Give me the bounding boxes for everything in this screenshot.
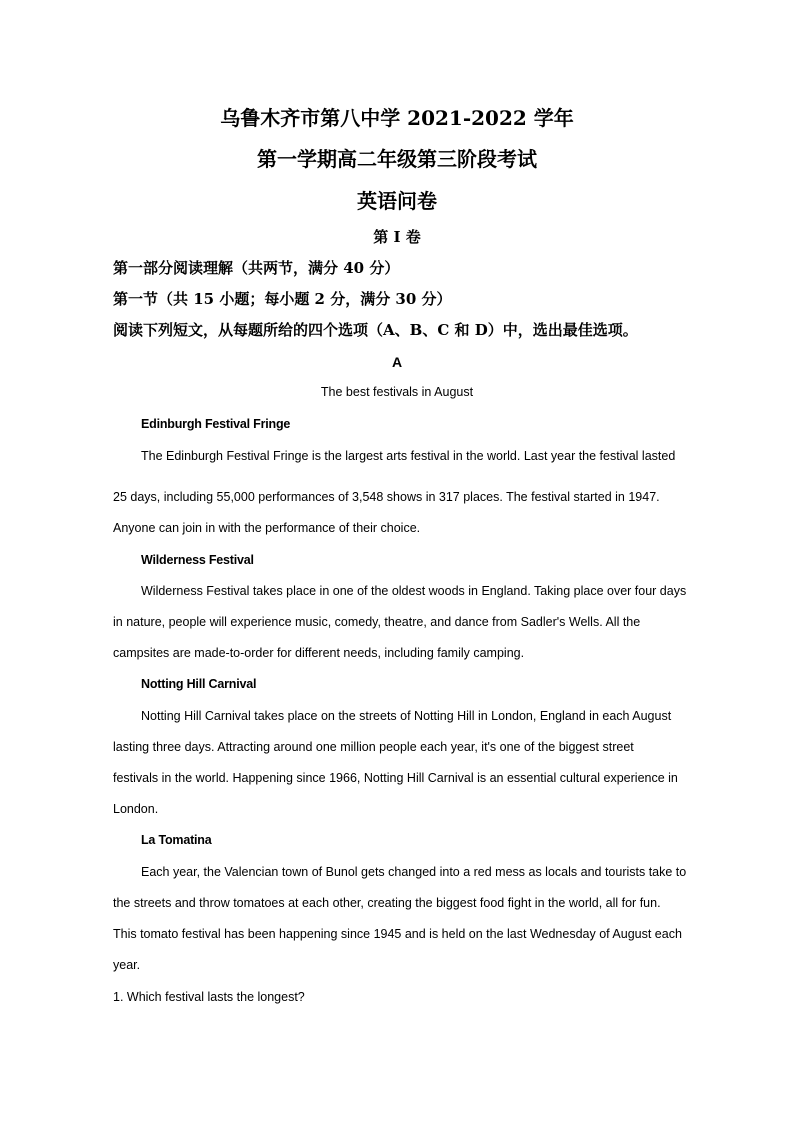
paragraph-line: Each year, the Valencian town of Bunol gets changed into a red mess as locals and tourists take to [141,865,687,879]
paragraph-line: festivals in the world. Happening since 1966, Notting Hill Carnival is an essential cultural experience in [113,771,678,785]
paragraph-line: This tomato festival has been happening since 1945 and is held on the last Wednesday of August each [113,927,682,941]
directions-text: 阅读下列短文，从每题所给的四个选项（A、B、C 和 D）中，选出最佳选项。 [113,321,638,339]
part-instruction: 第一部分阅读理解（共两节，满分 40 分） [113,259,400,277]
passage-title: The best festivals in August [320,385,474,399]
paragraph-line: London. [113,802,159,816]
question-1: 1. Which festival lasts the longest? [113,990,305,1004]
paragraph-line: Notting Hill Carnival takes place on the streets of Notting Hill in London, England in each August [141,709,672,723]
paragraph-line: 25 days, including 55,000 performances of 3,548 shows in 317 places. The festival started in 1947. [113,490,660,504]
paragraph-line: Wilderness Festival takes place in one of the oldest woods in England. Taking place over four days [141,584,687,598]
exam-title-subject: 英语问卷 [357,189,437,213]
passage-letter: A [391,354,403,370]
volume-label: 第 I 卷 [373,228,421,246]
paragraph-line: in nature, people will experience music, comedy, theatre, and dance from Sadler's Wells. All the [113,615,641,629]
paragraph-line: The Edinburgh Festival Fringe is the largest arts festival in the world. Last year the festival lasted [141,449,676,463]
paragraph-line: campsites are made-to-order for different needs, including family camping. [113,646,525,660]
festival-heading: Notting Hill Carnival [141,677,257,691]
festival-heading: La Tomatina [141,833,212,847]
festival-heading: Wilderness Festival [141,553,254,567]
exam-title-school: 乌鲁木齐市第八中学 2021-2022 学年 [220,106,574,130]
paragraph-line: year. [113,958,141,972]
festival-heading: Edinburgh Festival Fringe [141,417,291,431]
paragraph-line: the streets and throw tomatoes at each other, creating the biggest food fight in the world, all for fun. [113,896,661,910]
exam-title-term: 第一学期高二年级第三阶段考试 [257,147,537,171]
paragraph-line: Anyone can join in with the performance of their choice. [113,521,421,535]
section-instruction: 第一节（共 15 小题；每小题 2 分，满分 30 分） [113,290,452,308]
paragraph-line: lasting three days. Attracting around one million people each year, it's one of the biggest street [113,740,634,754]
